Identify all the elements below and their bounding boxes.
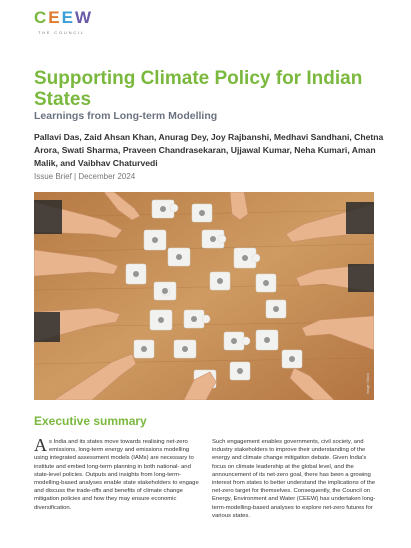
photo-credit: Image: iStock — [366, 372, 370, 394]
document-subtitle: Learnings from Long-term Modelling — [34, 110, 218, 122]
ceew-logo — [34, 8, 94, 38]
cover-photo — [34, 192, 374, 400]
drop-cap: A — [34, 435, 47, 455]
logo-wordmark: CEEW — [34, 8, 94, 27]
puzzle-hands-illustration — [34, 192, 374, 400]
issue-info: Issue Brief | December 2024 — [34, 172, 136, 181]
body-text-left: s India and its states move towards realising net-zero emissions, long-term energy and emissions modelling using integrated assessment models (IAMs) are necessary to institute and embed long-term planning in both national- and state-level policies. Outputs and insights from long-term-modelling-based analyses enable state stakeholders to engage and discuss the trade-offs and benefits of climate change mitigation policies and how they may ensure economic diversification. — [34, 439, 199, 511]
logo-tagline: THE COUNCIL — [38, 30, 85, 35]
body-column-right — [212, 438, 380, 520]
body-column-left — [34, 435, 202, 512]
author-list: Pallavi Das, Zaid Ahsan Khan, Anurag Dey, Joy Rajbanshi, Medhavi Sandhani, Chetna Arora, Swati Sharma, Praveen Chandrasekaran, Ujjawal Kumar, Neha Kumari, Aman Malik, and Vaibhav Chaturvedi — [34, 132, 384, 168]
section-heading: Executive summary — [34, 414, 147, 428]
document-title: Supporting Climate Policy for Indian States — [34, 68, 363, 110]
body-text-right: Such engagement enables governments, civil society, and industry stakeholders to improve their understanding of the energy and climate change mitigation debate. Given India's focus on climate leadership at the global level, and the announcement of its net-zero goal, there has been a growing interest from states to better understand the implications of the net-zero target for themselves. Consequently, the Council on Energy, Environment and Water (CEEW) has undertaken long-term-modelling-based analyses to explore net-zero futures for various states. — [212, 439, 376, 519]
